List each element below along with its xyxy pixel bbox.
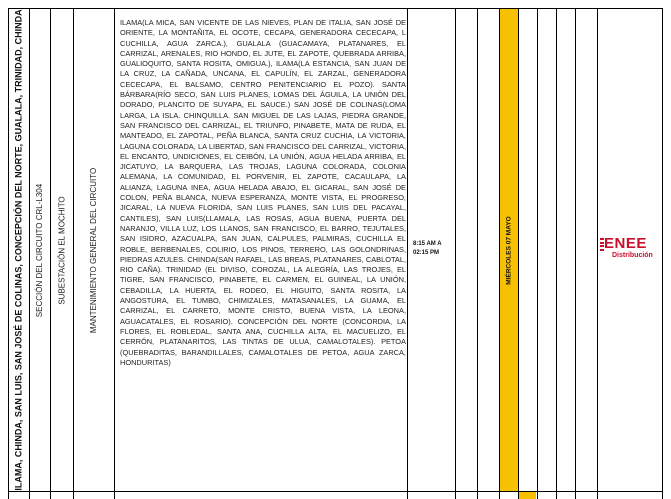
day-cell [500, 9, 518, 491]
affected-areas-description: ILAMA(LA MICA, SAN VICENTE DE LAS NIEVES, PLAN DE ITALIA, SAN JOSÉ DE ORIENTE, LA MONTAÑITA, EL OCOTE, CECAPA, GENERADORA CECECAPA, L CUCHILLA, AGUA ZARCA.), GUALALA (GUACAMAYA, PLATANARES, EL CARRIZAL, ARENALES, RIO HONDO, EL JUTE, EL ZAPOTE, QUEBRADA ARRIBA, GUALIOQUITO, SANTA ROSITA, OMIGUA.), ILAMA(LA ESTANCIA, SAN JUAN DE LA CRUZ, LA CAÑADA, UNCANA, EL CAPULÍN, EL ZARZAL, GENERADORA CECECAPA, EL BALSAMO, CENTRO PENITENCIARIO EL POZO). SANTA BÁRBARA(RÍO SECO, SAN LUIS PLANES, LOMAS DEL ÁGUILA, LA UNIÓN DEL DORADO, PLANCITO DE SUYAPA, EL SAUCE.) SAN JOSÉ DE COLINAS(LOMA LARGA, LA ISLA. CHINQUILLA. SAN MIGUEL DE LAS LAJAS, PIEDRA GRANDE, SAN FRANCISCO DEL CARRIZAL, EL TRIUNFO, PINABETE, MATA DE RUDA, EL MANTEADO, EL ZAPOTAL, PEÑA BLANCA, SANTA CRUZ CUCHIA, LA VICTORIA, LAGUNA COLORADA, LA LIBERTAD, SAN FRANCISCO DEL CARRIZAL, VICTORIA, EL ENCANTO, UNDICIONES, EL CEIBÓN, LA UNIÓN, AGUA HELADA ARRIBA, EL JICATUYO, LA BARQUERA, LAS TROJAS, LAGUNA COLORADA, COLONIA ALEMANA, LA COMUNIDAD, EL PORVENIR, EL ZAPOTE, CACAULAPA, LA ALIANZA, LAGUNA INEA, AGUA HELADA ABAJO, EL GICARAL, SAN JOSÉ DE COLON, PEÑA BLANCA, NUEVA ESPERANZA, MONTE VISTA, EL PROGRESO, JICARAL, LA NUEVA FLORIDA, SAN LUIS PLANES, SAN LUIS DEL PACAYAL, CANTILES), SAN LUIS(LLAMALA, LAS ROSAS, AGUA BUENA, PUERTA DEL NARANJO, VILLA LUZ, LOS LLANOS, SAN FRANCISCO, EL BARRO, TEJUTALES, SAN ISIDRO, AZACUALPA, SAN JUAN, CALPULES, PALMIRAS, CUCHILLA EL ROBLE, BERBENALES, COLIRIO, LOS PINOS, TERRERO, LAS GOLONDRINAS, PIEDRAS AZULES. CHINDA(SAN RAFAEL, LAS BREAS, PLATANARES, CABLOTAL, RIO CAÑA). TRINIDAD (EL DIVISO, COROZAL, LA ALEGRÍA, LAS TROJES, EL TIGRE, SAN FRANCISCO, PINABETE, EL CARMEN, EL GUINEAL, LA UNIÓN, CEBADILLA, LA HUERTA, EL RODEO, EL HIGUITO, SANTA ROSITA, LA ANGOSTURA, EL TUMBO, CHIMIZALES, MATASANALES, LA GUAMA, EL CARRIZAL, EL CARRETO, MONTE CRISTO, BUENA VISTA, LA LEONA, AGUACATALES, EL ROSARIO). CONCEPCIÓN DEL NORTE (CONCORDIA, LA FLORES, EL ROBLEDAL, SANTA ANA, CUCHILLA ALTA, EL MACUELIZO, EL CERRÓN, PLATANARITOS, LAS TINTAS DE ULUA, CAMALOTALES). PETOA (QUEBRADITAS, BARANDILLALES, CAMALOTALES DE PETOA, AGUA ZARCA, HONDURITAS) [120, 18, 406, 367]
col-border [597, 8, 598, 499]
time-start: 8:15 AM A [413, 241, 442, 247]
circuit-section-text: SECCIÓN DEL CIRCUITO CRL-L304 [35, 183, 45, 317]
col-border [556, 8, 557, 499]
work-type-text: MANTENIMIENTO GENERAL DEL CIRCUITO [89, 167, 99, 333]
date-column-highlight-next [519, 492, 536, 499]
substation-cell [51, 9, 73, 491]
col-border [455, 8, 456, 499]
enee-logo [600, 236, 666, 262]
col-border [477, 8, 478, 499]
col-border [114, 8, 115, 499]
logo-subtitle: Distribución [612, 252, 653, 259]
sectors-text: ILAMA, CHINDA, SAN LUIS, SAN JOSÉ DE COLINAS, CONCEPCIÓN DEL NORTE, GUALALA, TRINIDAD, CHINDA [14, 9, 25, 491]
sectors-cell [9, 9, 29, 491]
col-border [407, 8, 408, 499]
logo-name: ENEE [604, 235, 647, 252]
day-text: MIÉRCOLES 07 MAYO [505, 215, 513, 285]
col-border [537, 8, 538, 499]
substation-text: SUBESTACIÓN EL MOCHITO [57, 195, 67, 305]
col-border [575, 8, 576, 499]
work-type-cell [74, 9, 114, 491]
row-bottom-border [8, 491, 663, 492]
time-end: 02:15 PM [413, 250, 440, 256]
time-cell [413, 240, 451, 258]
col-border [518, 8, 519, 499]
circuit-section-cell [30, 9, 50, 491]
